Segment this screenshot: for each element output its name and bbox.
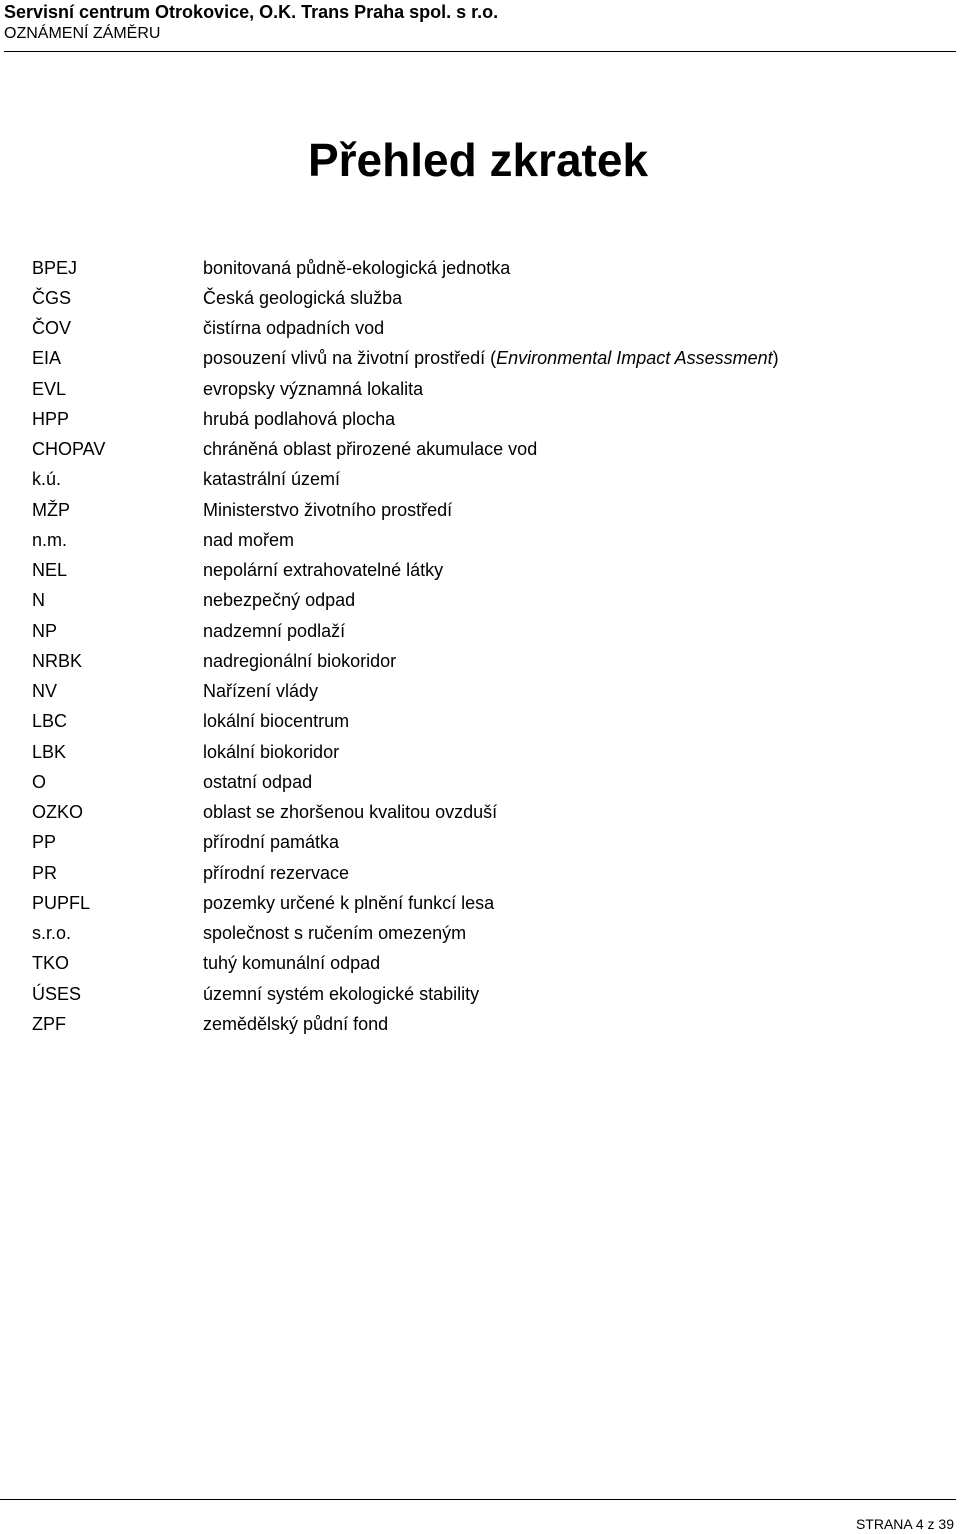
abbreviation-meaning (203, 500, 932, 521)
abbreviation-row (32, 435, 932, 465)
abbreviation-code: n.m. (32, 529, 68, 550)
abbreviation-meaning-tail: ) (772, 348, 779, 369)
footer-divider (0, 1499, 956, 1500)
abbreviation-meaning (203, 953, 932, 974)
abbreviation-code: ÚSES (32, 983, 82, 1004)
abbreviation-row (32, 556, 932, 586)
abbreviation-meaning (203, 288, 932, 309)
abbreviation-code: N (32, 590, 45, 611)
abbreviation-meaning-text: přírodní rezervace (203, 862, 350, 883)
abbreviation-row (32, 404, 932, 434)
abbreviation-meaning-text: zemědělský půdní fond (203, 1013, 389, 1034)
abbreviation-meaning-text: územní systém ekologické stability (203, 983, 480, 1004)
abbreviation-meaning-text: nad mořem (203, 529, 295, 550)
abbreviation-meaning-text: ostatní odpad (203, 771, 313, 792)
abbreviation-code: CHOPAV (32, 439, 106, 460)
abbreviation-code: PP (32, 832, 57, 853)
abbreviation-meaning-text: nadregionální biokoridor (203, 650, 397, 671)
abbreviation-meaning-text: katastrální území (203, 469, 341, 490)
abbreviation-row (32, 677, 932, 707)
abbreviation-meaning (203, 1014, 932, 1035)
abbreviation-row (32, 525, 932, 555)
abbreviation-code: ČGS (32, 287, 72, 308)
abbreviation-code: NP (32, 620, 58, 641)
abbreviation-meaning-text: nadzemní podlaží (203, 620, 346, 641)
abbreviation-meaning (203, 348, 932, 369)
abbreviation-row (32, 344, 932, 374)
abbreviation-meaning-text: přírodní památka (203, 832, 340, 853)
abbreviation-meaning-text: bonitovaná půdně-ekologická jednotka (203, 257, 511, 278)
abbreviation-meaning (203, 923, 932, 944)
abbreviation-meaning (203, 863, 932, 884)
abbreviation-code: k.ú. (32, 469, 62, 490)
abbreviation-code: PUPFL (32, 892, 91, 913)
abbreviation-code: NV (32, 681, 58, 702)
abbreviation-code: EIA (32, 348, 62, 369)
abbreviation-code: ČOV (32, 318, 72, 339)
abbreviation-row (32, 586, 932, 616)
abbreviation-meaning (203, 469, 932, 490)
abbreviation-list (32, 253, 932, 1040)
abbreviation-meaning (203, 802, 932, 823)
abbreviation-row (32, 616, 932, 646)
abbreviation-row (32, 465, 932, 495)
abbreviation-meaning-text: oblast se zhoršenou kvalitou ovzduší (203, 802, 498, 823)
abbreviation-meaning-text: posouzení vlivů na životní prostředí ( (203, 348, 497, 369)
abbreviation-code: NRBK (32, 650, 83, 671)
page-number: STRANA 4 z 39 (855, 1516, 954, 1532)
abbreviation-meaning-text: lokální biokoridor (203, 741, 340, 762)
abbreviation-row (32, 798, 932, 828)
abbreviation-code: LBK (32, 741, 67, 762)
abbreviation-meaning-text: hrubá podlahová plocha (203, 408, 396, 429)
abbreviation-meaning (203, 530, 932, 551)
abbreviation-code: PR (32, 862, 58, 883)
abbreviation-meaning (203, 772, 932, 793)
abbreviation-code: BPEJ (32, 257, 78, 278)
abbreviation-meaning (203, 439, 932, 460)
abbreviation-row (32, 949, 932, 979)
abbreviation-meaning (203, 984, 932, 1005)
abbreviation-row (32, 979, 932, 1009)
abbreviation-meaning (203, 258, 932, 279)
abbreviation-row (32, 858, 932, 888)
abbreviation-meaning-text: pozemky určené k plnění funkcí lesa (203, 892, 495, 913)
abbreviation-meaning-text: lokální biocentrum (203, 711, 350, 732)
abbreviation-meaning-text: chráněná oblast přirozené akumulace vod (203, 439, 538, 460)
abbreviation-meaning (203, 681, 932, 702)
abbreviation-code: EVL (32, 378, 67, 399)
abbreviation-row (32, 374, 932, 404)
abbreviation-meaning-text: nepolární extrahovatelné látky (203, 560, 444, 581)
abbreviation-meaning (203, 651, 932, 672)
abbreviation-meaning-text: Česká geologická služba (203, 287, 403, 308)
abbreviation-row (32, 828, 932, 858)
abbreviation-meaning (203, 590, 932, 611)
abbreviation-row (32, 707, 932, 737)
abbreviation-code: O (32, 771, 47, 792)
abbreviation-code: MŽP (32, 499, 70, 520)
header-document-type: OZNÁMENÍ ZÁMĚRU (4, 25, 161, 42)
header-company: Servisní centrum Otrokovice, O.K. Trans Praha spol. s r.o. (4, 2, 499, 22)
abbreviation-row (32, 646, 932, 676)
abbreviation-code: s.r.o. (32, 923, 72, 944)
abbreviation-code: LBC (32, 711, 68, 732)
abbreviation-row (32, 314, 932, 344)
abbreviation-row (32, 283, 932, 313)
abbreviation-code: ZPF (32, 1013, 66, 1034)
abbreviation-meaning (203, 742, 932, 763)
abbreviation-row (32, 1009, 932, 1039)
abbreviation-row (32, 767, 932, 797)
abbreviation-meaning-text: čistírna odpadních vod (203, 318, 385, 339)
abbreviation-meaning-text: nebezpečný odpad (203, 590, 356, 611)
abbreviation-code: OZKO (32, 802, 84, 823)
abbreviation-meaning-text: společnost s ručením omezeným (203, 923, 467, 944)
abbreviation-row (32, 737, 932, 767)
abbreviation-meaning (203, 560, 932, 581)
abbreviation-meaning (203, 318, 932, 339)
abbreviation-code: TKO (32, 953, 70, 974)
page-title: Přehled zkratek (307, 134, 649, 186)
abbreviation-row (32, 253, 932, 283)
abbreviation-meaning-text: Nařízení vlády (203, 681, 319, 702)
abbreviation-row (32, 888, 932, 918)
abbreviation-code: HPP (32, 408, 70, 429)
abbreviation-meaning-text: tuhý komunální odpad (203, 953, 381, 974)
header-divider (4, 51, 956, 52)
abbreviation-meaning (203, 832, 932, 853)
abbreviation-meaning (203, 621, 932, 642)
abbreviation-row (32, 919, 932, 949)
abbreviation-row (32, 495, 932, 525)
abbreviation-meaning (203, 711, 932, 732)
abbreviation-meaning (203, 893, 932, 914)
abbreviation-meaning-text: evropsky významná lokalita (203, 378, 424, 399)
abbreviation-meaning-text: Ministerstvo životního prostředí (203, 499, 453, 520)
abbreviation-meaning-italic: Environmental Impact Assessment (496, 348, 773, 369)
page-header (4, 0, 956, 44)
abbreviation-meaning (203, 409, 932, 430)
abbreviation-meaning (203, 379, 932, 400)
abbreviation-code: NEL (32, 560, 68, 581)
